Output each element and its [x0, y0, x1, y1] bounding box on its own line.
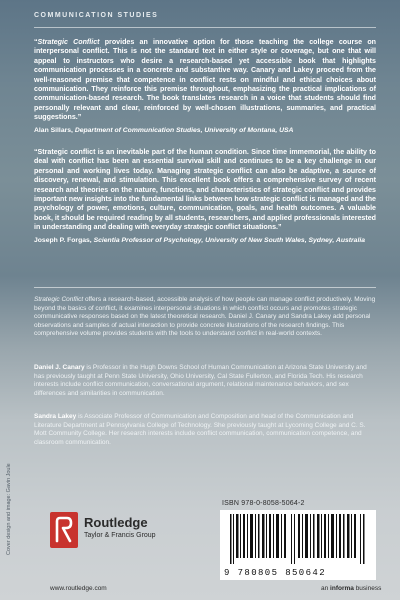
isbn-label: ISBN 978-0-8058-5064-2 — [222, 500, 305, 507]
endorsement-text: “Strategic conflict is an inevitable part of the human condition. Since time immemorial, the ability to deal with conflict has been an essential survival skill and continues to be a key challenge in our personal and working lives today. Managing strategic conflict can also be adaptive, a source of discovery, renewal, and stimulation. This excellent book offers a comprehensive survey of recent research and theories on the nature, functions, and characteristics of strategic conflict and provides important new insights into the fundamental links between how strategic conflict is managed and the psychology of power, emotions, culture, communication, goals, and health outcomes. A valuable book, it should be required reading by all students, researchers, and applied professionals interested in understanding and dealing with everyday strategic conflict situations.” — [34, 148, 376, 232]
book-description: Strategic Conflict offers a research-based, accessible analysis of how people can manage conflict productively. Moving beyond the basics of conflict, it examines interpersonal situations in which conflict occurs and promotes strategic communicative responses based on the latest theoretical research. Daniel J. Canary and Sandra Lakey add personal observations and samples of actual interaction to provide concrete illustrations of the research findings. This comprehensive volume provides students with the tools to understand conflict in real-world contexts. — [34, 296, 376, 338]
author-bio-canary: Daniel J. Canary is Professor in the Hugh Downs School of Human Communication at Arizona State University and has previously taught at Penn State University, Ohio University, Cal State Fullerton, and Florida Tech. His research interests include conflict communication, conversational argument, relational maintenance behaviors, and sex differences and similarities in communication. — [34, 364, 367, 397]
endorsement-forgas — [34, 148, 376, 245]
cover-credit: Cover design and image: Gavin Joule — [6, 463, 12, 555]
publisher-url: www.routledge.com — [50, 585, 107, 592]
author-name: Daniel J. Canary — [34, 364, 85, 371]
publisher-name: Routledge — [84, 515, 148, 530]
book-title-ref: Strategic Conflict — [37, 38, 100, 46]
divider — [34, 27, 376, 28]
endorser-affiliation: Department of Communication Studies, University of Montana, USA — [74, 126, 294, 134]
book-title-ref: Strategic Conflict — [34, 296, 84, 303]
author-bio-lakey: Sandra Lakey is Associate Professor of Communication and Composition and head of the Communication and Literature Department at Pennsylvania College of Technology. She previously taught at Lycoming College and C. S. Mott Community College. Her research interests include conflict communication, communication competence, and classroom communication. — [34, 413, 366, 446]
endorsement-sillars — [34, 38, 376, 135]
endorsement-text: “Strategic Conflict provides an innovative option for those teaching the college course on interpersonal conflict. This is not the standard text in either style or coverage, but one that will appeal to instructors who desire a research-based yet accessible book that highlights communication processes in a concrete and substantive way. Canary and Lakey proceed from the well-reasoned premise that competence in conflict rests on mindful and ethical choices about communication. They reinforce this premise throughout, emphasizing the practical implications of communication-based research. The book translates research in a voice that students should find personally relevant and clear, reinforced by well-chosen illustrations, summaries, and practical suggestions.” — [34, 38, 376, 122]
series-label: COMMUNICATION STUDIES — [34, 12, 159, 19]
publisher-logo — [50, 512, 210, 552]
endorser-affiliation: Scientia Professor of Psychology, University of New South Wales, Sydney, Australia — [93, 236, 366, 244]
isbn-digits: 9 780805 850642 — [224, 568, 327, 578]
barcode-bars-icon — [228, 514, 368, 564]
endorsement-attribution — [34, 126, 376, 135]
routledge-logo-icon — [50, 512, 78, 548]
barcode — [220, 510, 376, 580]
author-name: Sandra Lakey — [34, 413, 77, 420]
endorsement-attribution — [34, 236, 376, 245]
informa-business: an informa business — [321, 585, 382, 592]
publisher-group: Taylor & Francis Group — [84, 532, 156, 539]
endorser-name: Alan Sillars, — [34, 126, 75, 134]
divider — [34, 287, 376, 288]
endorser-name: Joseph P. Forgas, — [34, 236, 94, 244]
